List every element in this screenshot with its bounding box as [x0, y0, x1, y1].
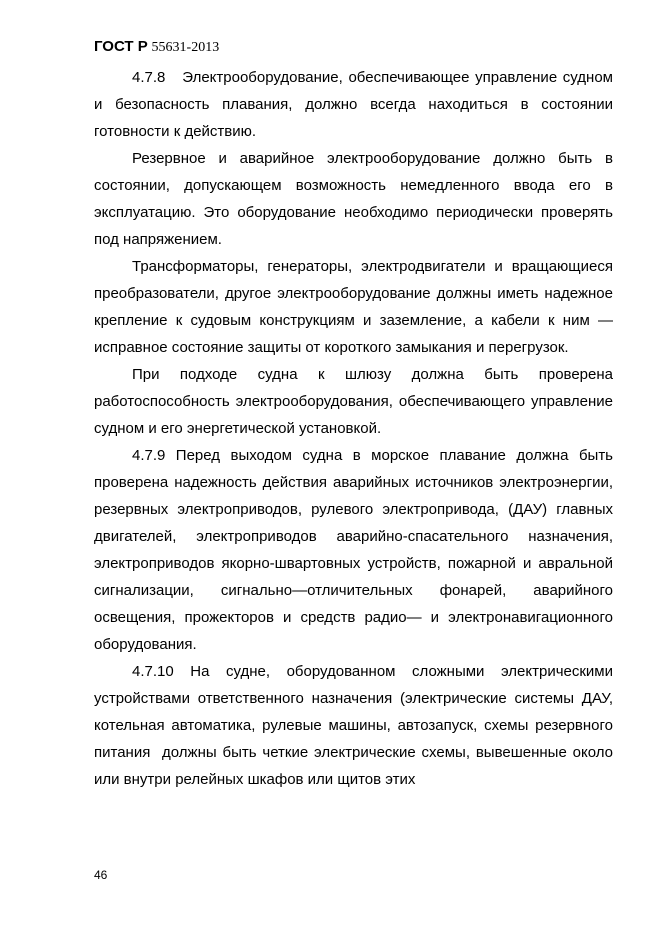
page-header	[94, 38, 219, 57]
paragraph-4-7-8: 4.7.8 Электрооборудование, обеспечивающее управление судном и безопасность плавания, должно всегда находиться в состоянии готовности к действию.	[94, 69, 613, 140]
page-number: 46	[94, 868, 108, 882]
paragraph-transformers: Трансформаторы, генераторы, электродвигатели и вращающиеся преобразователи, другое электрооборудование должны иметь надежное крепление к судовым конструкциям и заземление, а кабели к ним — исправное состояние защиты от короткого замыкания и перегрузок.	[94, 258, 613, 356]
paragraph-4-7-9: 4.7.9 Перед выходом судна в морское плавание должна быть проверена надежность действия аварийных источников электроэнергии, резервных электроприводов, рулевого электропривода, (ДАУ) главных двигателей, электроприводов аварийно-спасательного назначения, электроприводов якорно-швартовных устройств, пожарной и авральной сигнализации, сигнально—отличительных фонарей, аварийного освещения, прожекторов и средств радио— и электронавигационного оборудования.	[94, 447, 613, 653]
document-body	[94, 64, 613, 793]
paragraph-lock-approach: При подходе судна к шлюзу должна быть проверена работоспособность электрооборудования, обеспечивающего управление судном и его энергетической установкой.	[94, 366, 613, 437]
standard-number: 55631-2013	[151, 40, 220, 55]
paragraph-4-7-10: 4.7.10 На судне, оборудованном сложными электрическими устройствами ответственного назначения (электрические системы ДАУ, котельная автоматика, рулевые машины, автозапуск, схемы резервного питания должны быть четкие электрические схемы, вывешенные около или внутри релейных шкафов или щитов этих	[94, 663, 613, 788]
standard-label: ГОСТ Р	[94, 38, 148, 55]
paragraph-reserve-equipment: Резервное и аварийное электрооборудование должно быть в состоянии, допускающем возможность немедленного ввода его в эксплуатацию. Это оборудование необходимо периодически проверять под напряжением.	[94, 150, 613, 248]
